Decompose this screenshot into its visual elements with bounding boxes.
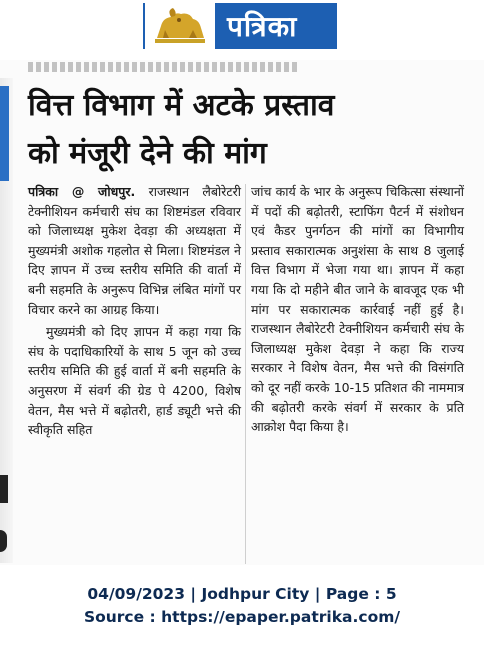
paragraph-1-text: राजस्थान लैबोरेटरी टेक्नीशियन कर्मचारी संघ का शिष्टमंडल रविवार को जिलाध्यक्ष मुकेश देवड़ा की अध्यक्षता में मुख्यमंत्री अशोक गहलोत से मिला। शिष्टमंडल ने दिए ज्ञापन में उच्च स्तरीय समिति की वार्ता में बनी सहमति के अनुरूप विभिन्न लंबित मांगों पर विचार करने का आग्रह किया। [28, 184, 241, 317]
previous-article-fragment [28, 62, 298, 72]
newspaper-clipping [0, 60, 484, 565]
headline-line-2: को मंजूरी देने की मांग [28, 136, 267, 171]
edition-info: 04/09/2023 | Jodhpur City | Page : 5 [87, 585, 397, 603]
adjacent-mark-2 [0, 530, 7, 552]
column-divider [245, 184, 246, 564]
logo-text: पत्रिका [227, 10, 298, 43]
lion-emblem-icon [145, 3, 215, 49]
article-column-left [28, 182, 241, 440]
article-headline [28, 82, 468, 178]
source-url: Source : https://epaper.patrika.com/ [83, 608, 401, 626]
source-footer [0, 583, 484, 629]
paragraph-3: जांच कार्य के भार के अनुरूप चिकित्सा संस्थानों में पदों की बढ़ोतरी, स्टाफिंग पैटर्न में संशोधन एवं कैडर पुनर्गठन की मांगों का विभागीय प्रस्ताव सकारात्मक अनुशंसा के साथ 8 जुलाई वित्त विभाग में भेजा गया था। ज्ञापन में कहा गया कि दो महीने बीत जाने के बावजूद एक भी मांग पर सकारात्मक कार्रवाई नहीं हुई है। राजस्थान लैबोरेटरी टेक्नीशियन कर्मचारी संघ के जिलाध्यक्ष मुकेश देवड़ा ने कहा कि राज्य सरकार ने विशेष वेतन, मैस भत्ते की विसंगति को दूर नहीं करके 10-15 प्रतिशत की नाममात्र की बढ़ोतरी करके संवर्ग में सरकार के प्रति आक्रोश पैदा किया है। [251, 184, 464, 435]
paragraph-2: मुख्यमंत्री को दिए ज्ञापन में कहा गया कि संघ के पदाधिकारियों के साथ 5 जून को उच्च स्तरीय समिति की हुई वार्ता में बनी सहमति के अनुसरण में संवर्ग की ग्रेड पे 4200, विशेष वेतन, मैस भत्ते में बढ़ोतरी, हार्ड ड्यूटी भत्ते की स्वीकृति सहित [28, 324, 241, 438]
headline-line-1: वित्त विभाग में अटके प्रस्ताव [28, 88, 335, 123]
patrika-logo [143, 3, 337, 49]
article-column-right [251, 182, 464, 437]
adjacent-mark [0, 475, 8, 503]
paragraph-1 [28, 182, 241, 319]
adjacent-blue-block [0, 86, 9, 181]
dateline: पत्रिका @ जोधपुर. [28, 184, 136, 199]
